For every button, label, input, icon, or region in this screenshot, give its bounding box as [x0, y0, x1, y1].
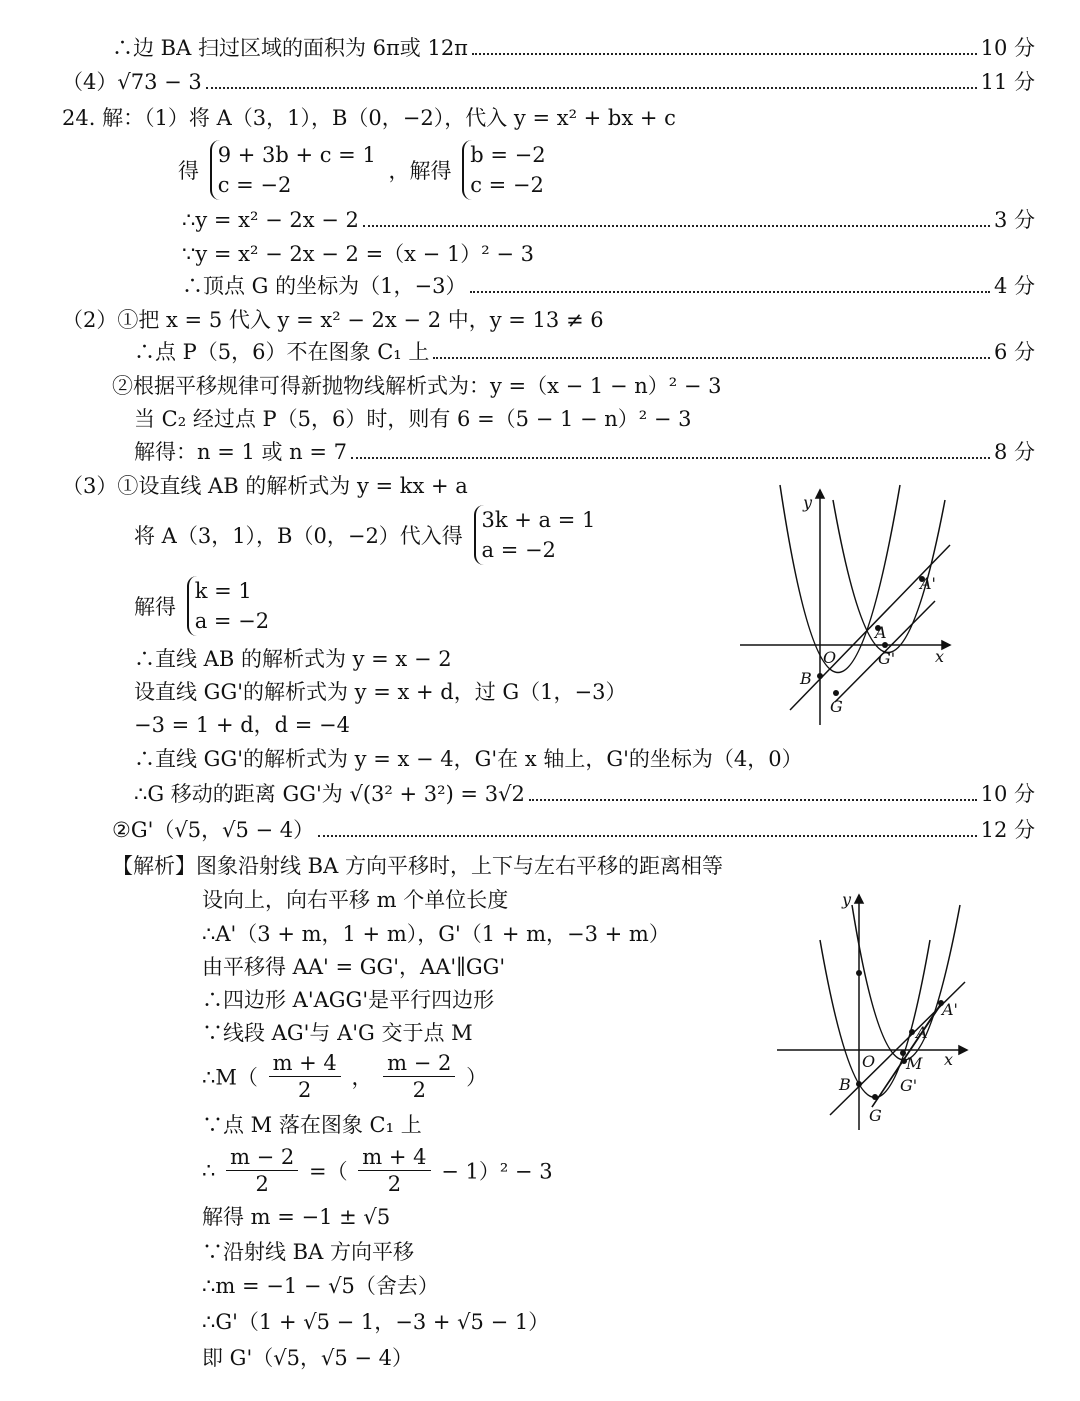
- analysis-line: ∴四边形 A'AGG'是平行四边形: [202, 988, 495, 1012]
- label-y: y: [842, 890, 852, 909]
- label-g-prime: G': [878, 649, 896, 668]
- part3-line-gg2: ∴直线 GG'的解析式为 y = x − 4，G'在 x 轴上，G'的坐标为（4，0）: [134, 747, 803, 771]
- part2-line3: ②根据平移规律可得新抛物线解析式为：y =（x − 1 − n）² − 3: [112, 374, 722, 398]
- analysis-line: 即 G'（√5，√5 − 4）: [202, 1346, 414, 1370]
- q24-header: 24. 解：（1）将 A（3，1），B（0，−2），代入 y = x² + bx + c: [62, 106, 676, 130]
- point-a: [909, 1029, 915, 1035]
- point-b: [817, 673, 823, 679]
- label-a-prime: A': [942, 1000, 958, 1019]
- label-b: B: [839, 1075, 851, 1094]
- point-c2-intercept: [856, 970, 862, 976]
- label-b: B: [800, 669, 812, 688]
- part3-line1: （3）①设直线 AB 的解析式为 y = kx + a: [62, 474, 468, 498]
- parabola-graph-2: [772, 885, 972, 1135]
- system-equations-2: 将 A（3，1），B（0，−2）代入得 3k + a = 1 a = −2: [134, 505, 595, 565]
- label-o: O: [862, 1052, 876, 1071]
- analysis-line: ∴m = −1 − √5（舍去）: [202, 1274, 439, 1298]
- analysis-line: ∵沿射线 BA 方向平移: [202, 1240, 414, 1264]
- label-y: y: [803, 493, 813, 512]
- label-o: O: [823, 648, 837, 667]
- answer-line-g-prime: ②G'（√5，√5 − 4） 12 分: [112, 818, 1035, 842]
- part3-line-gg1: 设直线 GG'的解析式为 y = x + d，过 G（1，−3）: [134, 680, 627, 704]
- label-x: x: [944, 1050, 954, 1069]
- label-m: M: [906, 1054, 923, 1073]
- system-equations-1: 得 9 + 3b + c = 1 c = −2 ，解得 b = −2 c = −2: [178, 140, 546, 200]
- system-equations-3: 解得 k = 1 a = −2: [134, 576, 269, 636]
- analysis-line: ∵点 M 落在图象 C₁ 上: [202, 1113, 422, 1137]
- label-a: A: [875, 623, 887, 642]
- label-g: G: [830, 697, 843, 716]
- analysis-line: ∴G'（1 + √5 − 1，−3 + √5 − 1）: [202, 1310, 550, 1334]
- answer-line-n: 解得：n = 1 或 n = 7 8 分: [134, 440, 1035, 464]
- answer-line-4: （4）√73 − 3 11 分: [62, 70, 1035, 94]
- analysis-line: ∴A'（3 + m，1 + m），G'（1 + m，−3 + m）: [202, 922, 670, 946]
- answer-line-point-p: ∴点 P（5，6）不在图象 C₁ 上 6 分: [134, 340, 1035, 364]
- label-g-prime: G': [900, 1076, 918, 1095]
- x-axis-arrow-icon: [959, 1046, 967, 1054]
- point-g: [872, 1094, 878, 1100]
- part3-line-d: −3 = 1 + d，d = −4: [134, 713, 350, 737]
- answer-line-area: ∴边 BA 扫过区域的面积为 6π或 12π 10 分: [112, 36, 1035, 60]
- part3-line-ab: ∴直线 AB 的解析式为 y = x − 2: [134, 647, 452, 671]
- analysis-line: ∵线段 AG'与 A'G 交于点 M: [202, 1021, 473, 1045]
- analysis-heading: 【解析】图象沿射线 BA 方向平移时，上下与左右平移的距离相等: [112, 854, 723, 878]
- point-g: [833, 690, 839, 696]
- point-g-prime: [882, 642, 888, 648]
- part2-line4: 当 C₂ 经过点 P（5，6）时，则有 6 =（5 − 1 − n）² − 3: [134, 407, 692, 431]
- midpoint-m: ∴M（ $\frac{m + 4}{2}$ ， $\frac{m - 2}{2}$ ）: [202, 1051, 488, 1102]
- analysis-line: 由平移得 AA' = GG'，AA'∥GG': [202, 955, 506, 979]
- y-axis-arrow-icon: [816, 490, 824, 498]
- part2-line1: （2）①把 x = 5 代入 y = x² − 2x − 2 中，y = 13 ≠ 6: [62, 308, 604, 332]
- answer-line-parabola: ∴y = x² − 2x − 2 3 分: [182, 208, 1035, 232]
- label-x: x: [935, 647, 945, 666]
- parabola-graph-1: [735, 480, 955, 730]
- y-axis-arrow-icon: [855, 895, 863, 903]
- analysis-line: 设向上，向右平移 m 个单位长度: [202, 888, 509, 912]
- point-b: [856, 1081, 862, 1087]
- answer-line-vertex: ∴顶点 G 的坐标为（1，−3） 4 分: [182, 274, 1035, 298]
- analysis-line: 解得 m = −1 ± √5: [202, 1205, 391, 1229]
- label-a: A: [916, 1023, 928, 1042]
- line-ab: [790, 545, 950, 710]
- parabola-c1: [820, 940, 930, 1098]
- label-a-prime: A': [920, 574, 936, 593]
- equation-m: ∴ $\frac{m - 2}{2}$ =（ $\frac{m + 4}{2}$ − 1）² − 3: [202, 1145, 553, 1196]
- label-g: G: [869, 1106, 882, 1125]
- parabola-c2: [852, 905, 960, 1060]
- vertex-form: ∵y = x² − 2x − 2 =（x − 1）² − 3: [182, 242, 535, 266]
- answer-line-distance: ∴G 移动的距离 GG'为 √(3² + 3²) = 3√2 10 分: [134, 782, 1035, 806]
